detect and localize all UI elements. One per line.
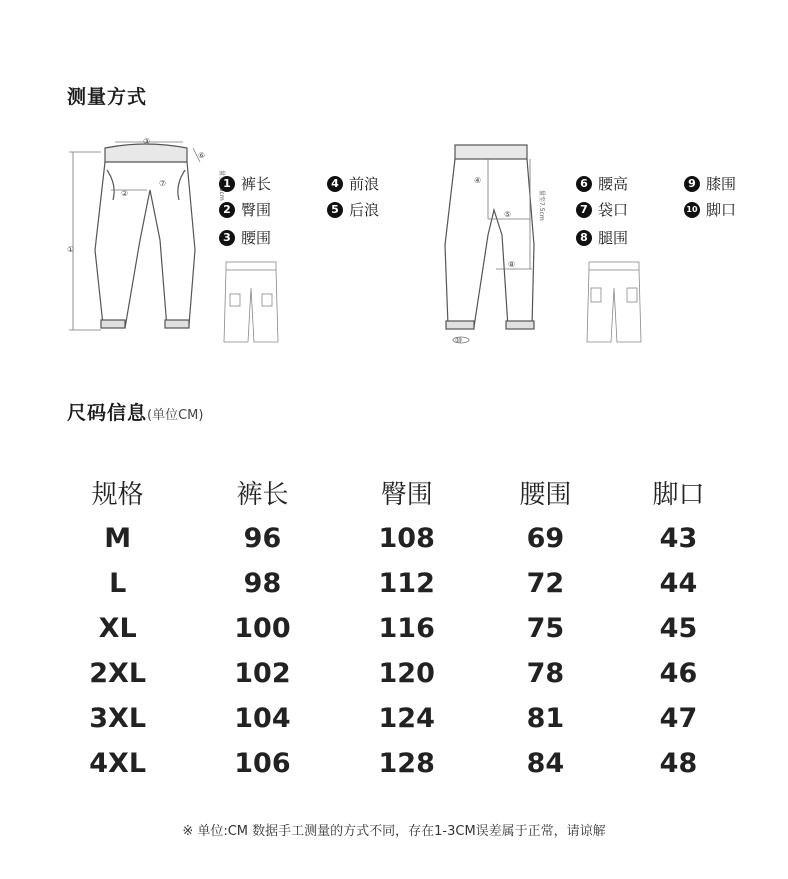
table-cell: 75 [526,613,565,644]
size-title [67,398,203,425]
front-flat-sketch [220,258,282,346]
size-unit: (单位CM) [147,408,204,423]
table-row [45,741,745,786]
table-cell: 112 [378,568,435,599]
table-cell: 108 [378,523,435,554]
table-cell: 102 [234,658,291,689]
legend-label-9: 膝围 [706,175,737,193]
table-cell: 96 [243,523,282,554]
header-hip: 臀围 [380,479,433,510]
legend-label-7: 袋口 [598,201,629,219]
badge-5: 5 [327,202,343,218]
badge-1: 1 [219,176,235,192]
size-table [45,468,745,786]
legend-label-1: 裤长 [241,175,272,193]
header-length: 裤长 [236,479,289,510]
size-title-text: 尺码信息 [67,402,148,424]
back-pants-diagram [430,135,570,350]
legend-label-4: 前浪 [349,175,380,193]
table-cell: 45 [659,613,698,644]
badge-6: 6 [576,176,592,192]
legend-label-5: 后浪 [349,201,380,219]
table-cell: 98 [243,568,282,599]
table-header-row [45,468,745,516]
badge-9: 9 [684,176,700,192]
marker-8: ⑤ [504,210,512,219]
legend-label-6: 腰高 [598,175,629,193]
badge-10: 10 [684,202,700,218]
badge-8: 8 [576,230,592,246]
badge-3: 3 [219,230,235,246]
table-row [45,696,745,741]
table-row [45,606,745,651]
badge-2: 2 [219,202,235,218]
marker-7: ⑦ [159,179,167,188]
table-cell: 72 [526,568,565,599]
marker-2: ② [121,189,129,198]
table-cell: 120 [378,658,435,689]
table-cell: 128 [378,748,435,779]
table-cell: 116 [378,613,435,644]
table-cell: 3XL [89,703,147,734]
marker-3: ③ [143,137,151,146]
legend-right [576,173,766,253]
legend-label-8: 腿围 [598,229,629,247]
back-flat-sketch [585,258,643,346]
badge-4: 4 [327,176,343,192]
measure-title: 测量方式 [67,86,148,108]
header-hem: 脚口 [652,479,705,510]
header-size: 规格 [91,479,144,510]
marker-10: ⑩ [455,336,463,345]
table-row [45,516,745,561]
table-cell: L [109,568,127,599]
legend-label-3: 腰围 [241,229,272,247]
table-cell: 47 [659,703,698,734]
table-cell: 2XL [89,658,147,689]
table-body [45,516,745,786]
table-cell: 44 [659,568,698,599]
table-cell: XL [98,613,137,644]
legend-left [219,173,399,253]
table-cell: M [104,523,132,554]
table-row [45,561,745,606]
table-cell: 104 [234,703,291,734]
table-cell: 46 [659,658,698,689]
legend-label-2: 臀围 [241,201,272,219]
table-cell: 84 [526,748,565,779]
table-cell: 100 [234,613,291,644]
marker-1: ① [67,245,75,254]
marker-4: ⑧ [508,260,516,269]
table-cell: 48 [659,748,698,779]
footnote: ※ 单位:CM 数据手工测量的方式不同，存在1-3CM误差属于正常，请谅解 [182,824,606,839]
marker-5: ④ [474,176,482,185]
back-vertical-note: 量至7.5cm [538,190,545,221]
marker-6: ⑥ [198,151,206,160]
legend-label-10: 脚口 [706,201,737,219]
table-cell: 4XL [89,748,147,779]
table-cell: 69 [526,523,565,554]
table-cell: 124 [378,703,435,734]
table-row [45,651,745,696]
table-cell: 43 [659,523,698,554]
table-cell: 78 [526,658,565,689]
table-cell: 106 [234,748,291,779]
table-cell: 81 [526,703,565,734]
badge-7: 7 [576,202,592,218]
header-waist: 腰围 [519,479,572,510]
